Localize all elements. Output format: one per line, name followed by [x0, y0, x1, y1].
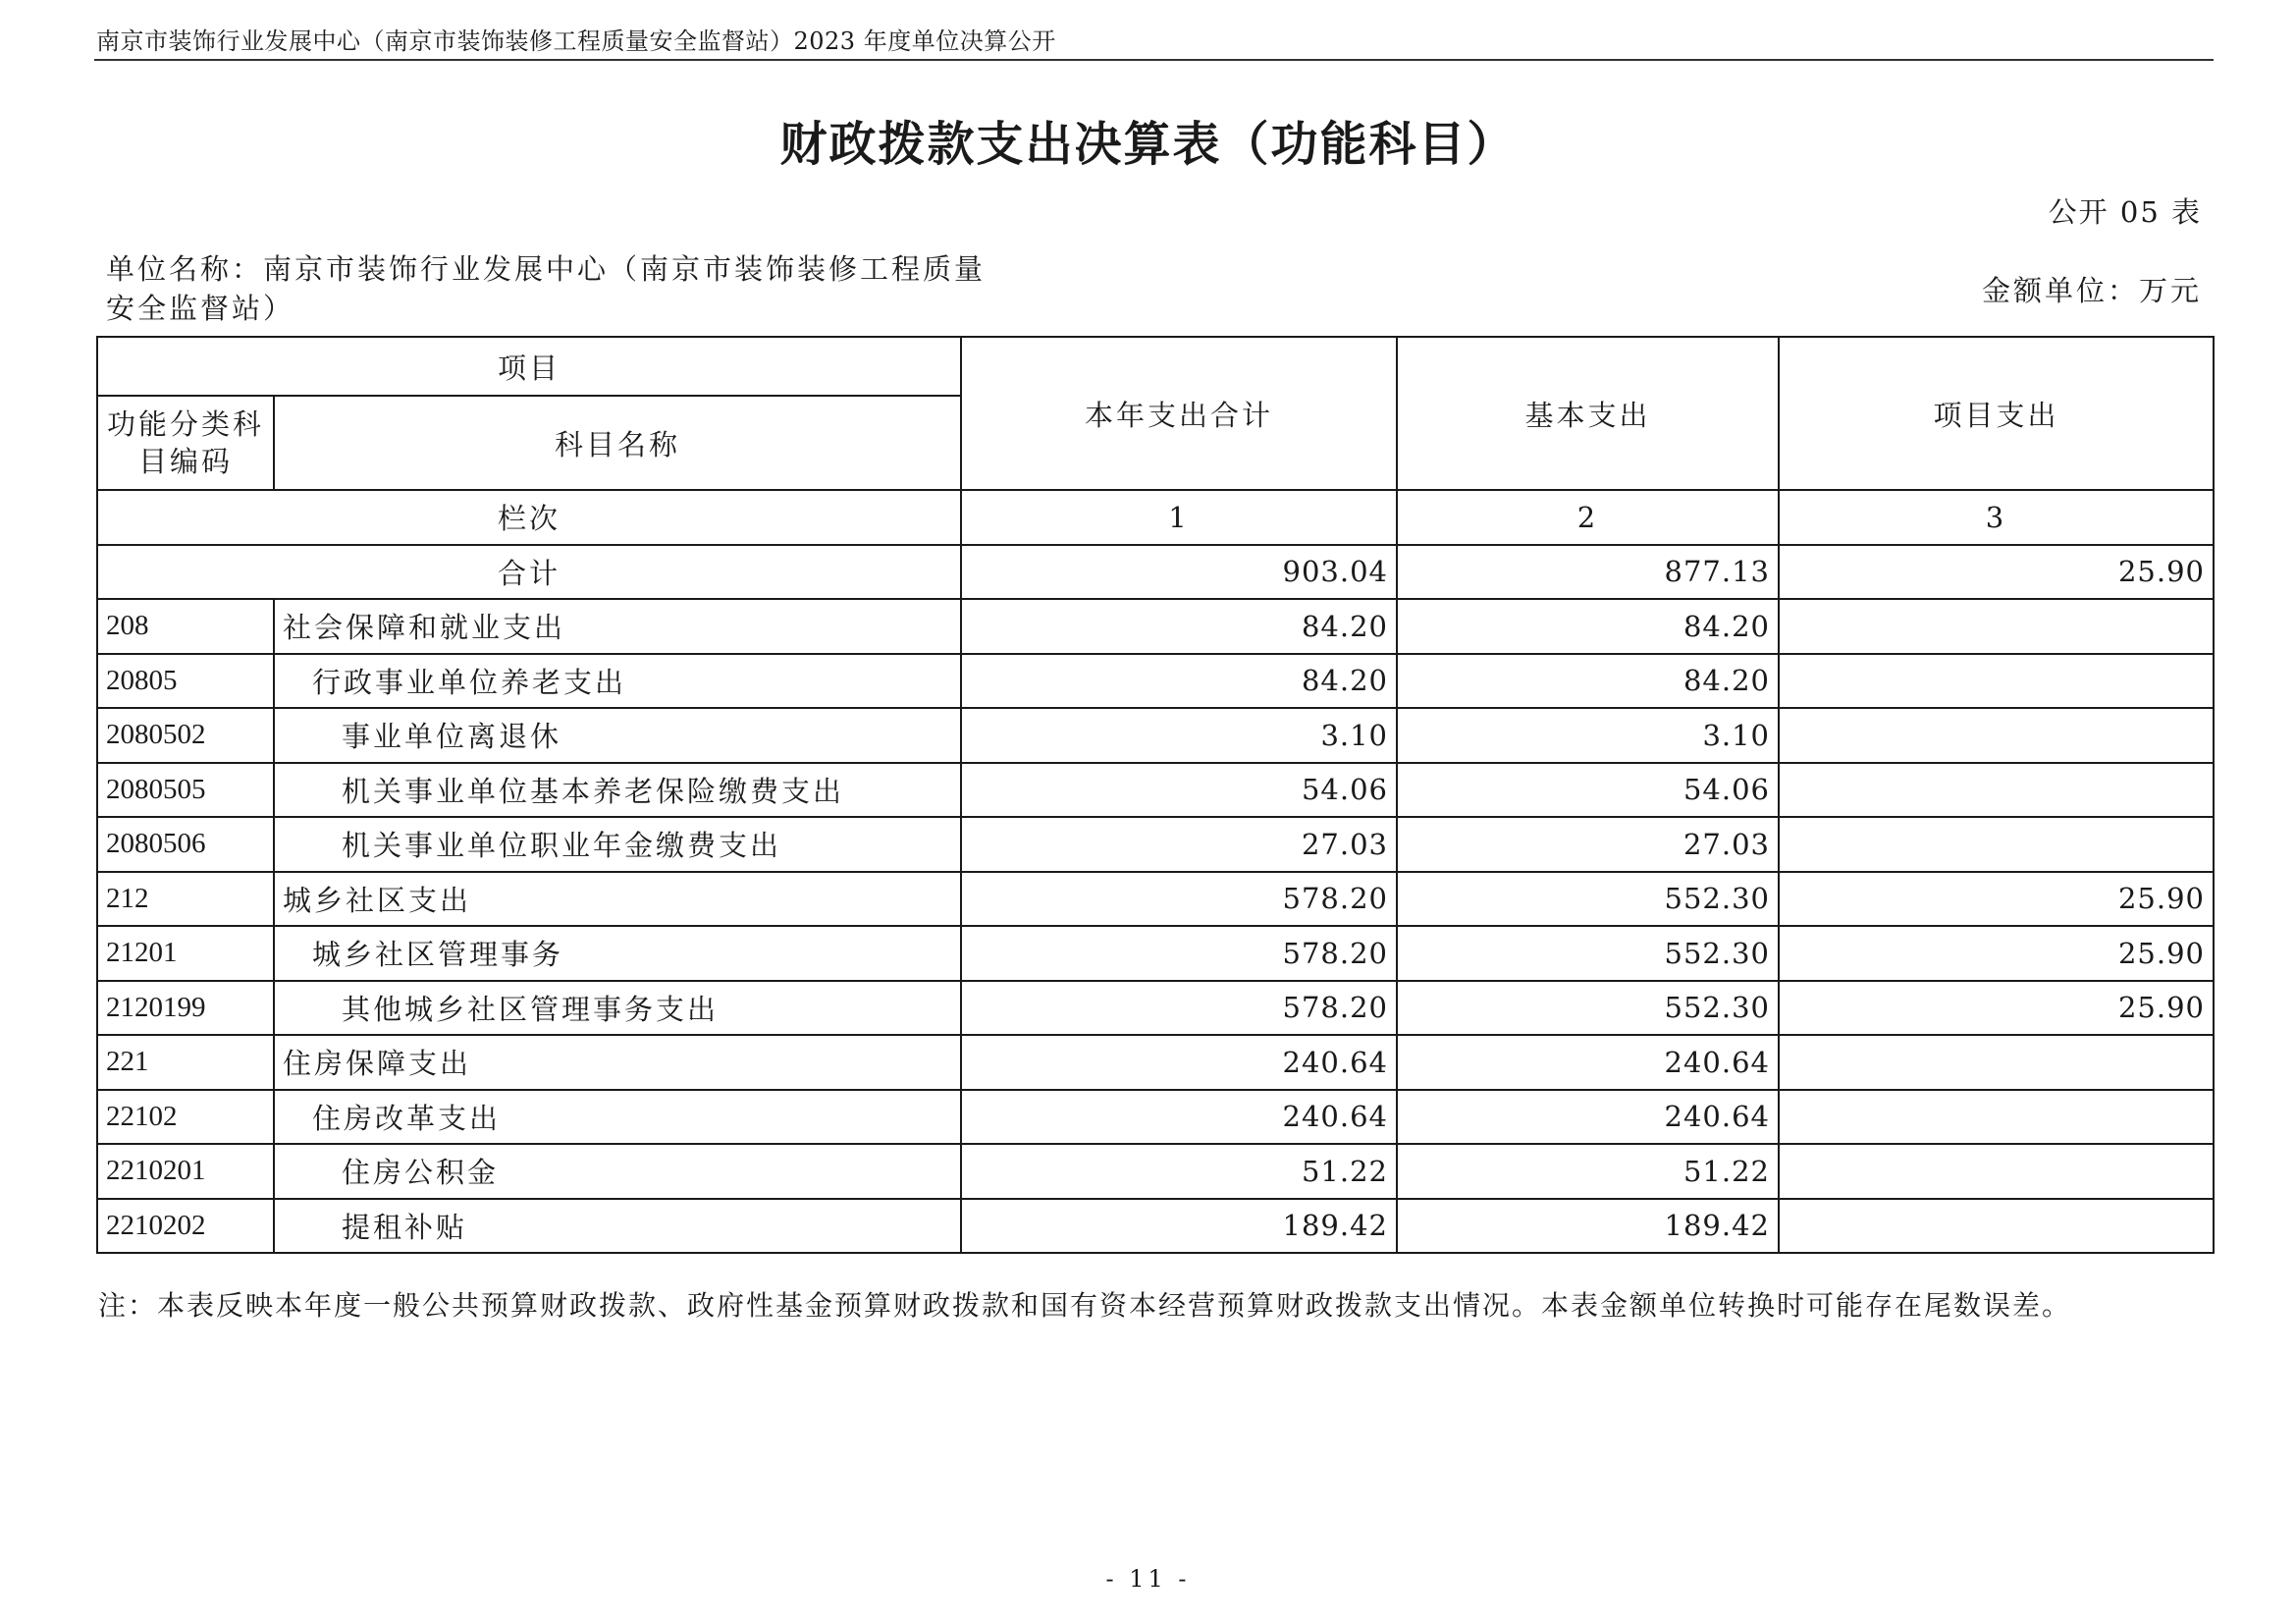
subject-name-cell: 城乡社区支出 [274, 872, 961, 927]
table-row [97, 708, 2214, 763]
subject-name-cell: 提租补贴 [274, 1199, 961, 1254]
table-row [97, 926, 2214, 981]
basic-cell: 84.20 [1397, 599, 1779, 654]
page-title: 财政拨款支出决算表（功能科目） [779, 117, 1517, 172]
table-row [97, 654, 2214, 709]
header-divider [94, 59, 2214, 61]
subject-code-cell: 22102 [97, 1090, 274, 1145]
project-cell [1779, 599, 2214, 654]
basic-cell: 51.22 [1397, 1144, 1779, 1199]
basic-cell: 552.30 [1397, 926, 1779, 981]
subject-code-cell: 2210202 [97, 1199, 274, 1254]
subject-name-cell: 社会保障和就业支出 [274, 599, 961, 654]
table-row [97, 1090, 2214, 1145]
total-cell: 54.06 [961, 763, 1397, 818]
form-code: 公开 05 表 [2048, 195, 2202, 229]
basic-cell: 27.03 [1397, 817, 1779, 872]
project-cell [1779, 708, 2214, 763]
subject-code-cell: 2120199 [97, 981, 274, 1036]
budget-table [96, 336, 2215, 1254]
header-code-cell: 功能分类科目编码 [97, 396, 274, 490]
header-project-cell: 项目支出 [1779, 337, 2214, 490]
subject-code-cell: 21201 [97, 926, 274, 981]
subject-name-cell: 其他城乡社区管理事务支出 [274, 981, 961, 1036]
column-number-1: 1 [961, 490, 1397, 545]
column-number-3: 3 [1779, 490, 2214, 545]
header-item-cell: 项目 [97, 337, 961, 396]
project-cell [1779, 654, 2214, 709]
subject-code-cell: 221 [97, 1035, 274, 1090]
project-cell [1779, 817, 2214, 872]
subject-name-cell: 事业单位离退休 [274, 708, 961, 763]
project-cell [1779, 1035, 2214, 1090]
table-row [97, 872, 2214, 927]
subject-code-cell: 208 [97, 599, 274, 654]
project-cell [1779, 1144, 2214, 1199]
subject-name-cell: 机关事业单位职业年金缴费支出 [274, 817, 961, 872]
subject-name-cell: 住房公积金 [274, 1144, 961, 1199]
total-cell: 3.10 [961, 708, 1397, 763]
total-cell: 51.22 [961, 1144, 1397, 1199]
table-row [97, 1035, 2214, 1090]
project-cell [1779, 1199, 2214, 1254]
sum-project: 25.90 [1779, 545, 2214, 600]
subject-name-cell: 机关事业单位基本养老保险缴费支出 [274, 763, 961, 818]
basic-cell: 240.64 [1397, 1035, 1779, 1090]
total-cell: 84.20 [961, 599, 1397, 654]
table-row [97, 599, 2214, 654]
table-row [97, 1144, 2214, 1199]
subject-name-cell: 住房保障支出 [274, 1035, 961, 1090]
subject-name-cell: 城乡社区管理事务 [274, 926, 961, 981]
total-cell: 578.20 [961, 981, 1397, 1036]
total-cell: 189.42 [961, 1199, 1397, 1254]
table-row [97, 763, 2214, 818]
column-number-2: 2 [1397, 490, 1779, 545]
amount-unit: 金额单位：万元 [1981, 274, 2202, 307]
total-cell: 578.20 [961, 926, 1397, 981]
project-cell [1779, 763, 2214, 818]
sum-basic: 877.13 [1397, 545, 1779, 600]
subject-code-cell: 2080505 [97, 763, 274, 818]
project-cell: 25.90 [1779, 926, 2214, 981]
subject-code-cell: 212 [97, 872, 274, 927]
basic-cell: 189.42 [1397, 1199, 1779, 1254]
header-subject-cell: 科目名称 [274, 396, 961, 490]
project-cell: 25.90 [1779, 872, 2214, 927]
header-row-1 [97, 337, 2214, 396]
page-number: - 11 - [1105, 1565, 1191, 1593]
sum-row [97, 545, 2214, 600]
column-number-row [97, 490, 2214, 545]
running-header: 南京市装饰行业发展中心（南京市装饰装修工程质量安全监督站）2023 年度单位决算公开 [96, 27, 1056, 55]
basic-cell: 54.06 [1397, 763, 1779, 818]
sum-label: 合计 [97, 545, 961, 600]
total-cell: 27.03 [961, 817, 1397, 872]
total-cell: 84.20 [961, 654, 1397, 709]
subject-code-cell: 20805 [97, 654, 274, 709]
table-note: 注：本表反映本年度一般公共预算财政拨款、政府性基金预算财政拨款和国有资本经营预算财政拨款支出情况。本表金额单位转换时可能存在尾数误差。 [98, 1289, 2072, 1322]
subject-code-cell: 2210201 [97, 1144, 274, 1199]
subject-code-cell: 2080506 [97, 817, 274, 872]
basic-cell: 552.30 [1397, 872, 1779, 927]
basic-cell: 552.30 [1397, 981, 1779, 1036]
header-total-cell: 本年支出合计 [961, 337, 1397, 490]
column-number-label: 栏次 [97, 490, 961, 545]
table-row [97, 1199, 2214, 1254]
subject-code-cell: 2080502 [97, 708, 274, 763]
header-basic-cell: 基本支出 [1397, 337, 1779, 490]
table-row [97, 817, 2214, 872]
subject-name-cell: 行政事业单位养老支出 [274, 654, 961, 709]
table-row [97, 981, 2214, 1036]
project-cell: 25.90 [1779, 981, 2214, 1036]
total-cell: 578.20 [961, 872, 1397, 927]
basic-cell: 84.20 [1397, 654, 1779, 709]
basic-cell: 3.10 [1397, 708, 1779, 763]
total-cell: 240.64 [961, 1090, 1397, 1145]
project-cell [1779, 1090, 2214, 1145]
total-cell: 240.64 [961, 1035, 1397, 1090]
unit-name: 单位名称：南京市装饰行业发展中心（南京市装饰装修工程质量安全监督站） [106, 252, 987, 325]
sum-total: 903.04 [961, 545, 1397, 600]
basic-cell: 240.64 [1397, 1090, 1779, 1145]
subject-name-cell: 住房改革支出 [274, 1090, 961, 1145]
